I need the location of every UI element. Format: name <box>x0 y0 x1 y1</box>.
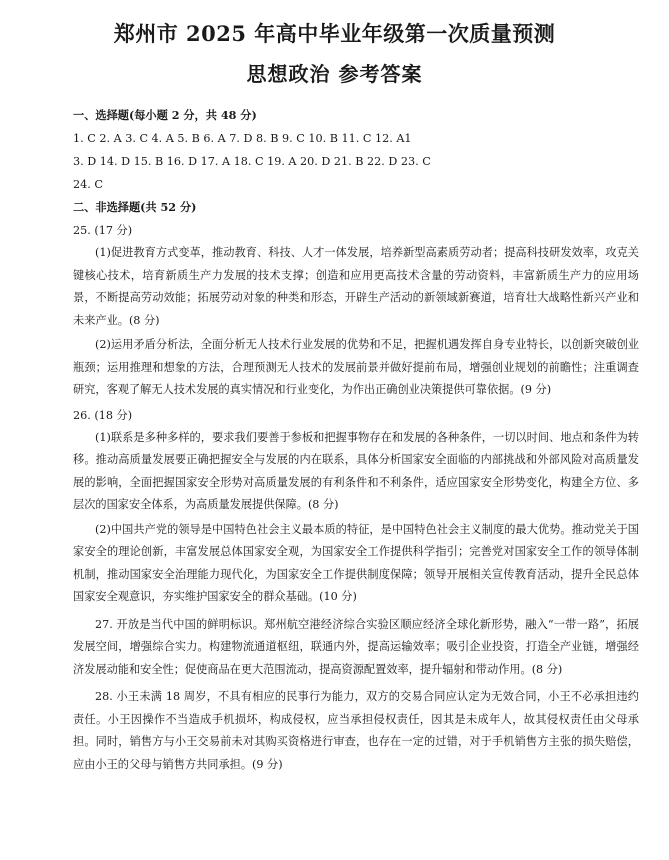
page-subtitle: 思想政治 参考答案 <box>246 62 423 86</box>
section1-heading: 一、选择题(每小题 2 分，共 48 分) <box>73 108 257 122</box>
q28-answer: 28. 小王未满 18 周岁，不具有相应的民事行为能力，双方的交易合同应认定为无效合同，小王不必承担违约责任。小王因操作不当造成手机损坏，构成侵权，应当承担侵权责任，因其是未成年人，故其侵权责任由父母承担。同时，销售方与小王交易前未对其购买资格进行审查，也存在一定的过错，对于手机销售方主张的损失赔偿，应由小王的父母与销售方共同承担。(9 分) <box>73 690 639 771</box>
q26-label: 26. (18 分) <box>73 408 133 422</box>
q25-label: 25. (17 分) <box>73 224 133 237</box>
choice-answers-line-1: 1. C 2. A 3. C 4. A 5. B 6. A 7. D 8. B 9. C 10. B 11. C 12. A1 <box>73 132 412 145</box>
choice-answers-line-2: 3. D 14. D 15. B 16. D 17. A 18. C 19. A 20. D 21. B 22. D 23. C <box>73 155 431 168</box>
answer-content <box>73 104 639 776</box>
q25-answer-1: (1)促进教育方式变革，推动教育、科技、人才一体发展，培养新型高素质劳动者；提高科技研发效率，攻克关键核心技术，培育新质生产力发展的技术支撑；创造和应用更高技术含量的劳动资料，丰富新质生产力的应用场景，不断提高劳动效能；拓展劳动对象的种类和形态，开辟生产活动的新领域新赛道，培育壮大战略性新兴产业和未来产业。(8 分) <box>73 246 639 327</box>
q26-answer-1: (1)联系是多种多样的，要求我们要善于参板和把握事物存在和发展的各种条件，一切以时间、地点和条件为转移。推动高质量发展要正确把握安全与发展的内在联系，具体分析国家安全面临的内部挑战和外部风险对高质量发展的影响，全面把握国家安全形势对高质量发展的有利条件和不利条件，适应国家安全形势变化，构建全方位、多层次的国家安全体系，为高质量发展提供保障。(8 分) <box>73 430 639 511</box>
page-title: 郑州市 2025 年高中毕业年级第一次质量预测 <box>113 21 556 46</box>
q26-answer-2: (2)中国共产党的领导是中国特色社会主义最本质的特征，是中国特色社会主义制度的最大优势。推动党关于国家安全的理论创新，丰富发展总体国家安全观，为国家安全工作提供科学指引；完善党对国家安全工作的领导体制机制，推动国家安全治理能力现代化，为国家安全工作提供制度保障；领导开展相关宣传教育活动，提升全民总体国家安全观意识，夯实维护国家安全的群众基础。(10 分) <box>73 522 639 603</box>
section2-heading: 二、非选择题(共 52 分) <box>73 200 197 214</box>
q25-answer-2: (2)运用矛盾分析法，全面分析无人技术行业发展的优势和不足，把握机遇发挥自身专业特长，以创新突破创业瓶颈；运用推理和想象的方法，合理预测无人技术的发展前景并做好提前布局，增强创业规划的前瞻性；注重调查研究，客观了解无人技术发展的真实情况和行业变化，为作出正确创业决策提供可靠依据。(9 分) <box>73 338 639 396</box>
choice-answers-line-3: 24. C <box>73 178 103 191</box>
q27-answer: 27. 开放是当代中国的鲜明标识。郑州航空港经济综合实验区顺应经济全球化新形势，融入“一带一路”，拓展发展空间，增强综合实力。构建物流通道枢纽，联通内外，提高运输效率；吸引企业投资，打造全产业链，增强经济发展动能和安全性；促使商品在更大范围流动，提高资源配置效率，提升辐射和带动作用。(8 分) <box>73 617 639 676</box>
